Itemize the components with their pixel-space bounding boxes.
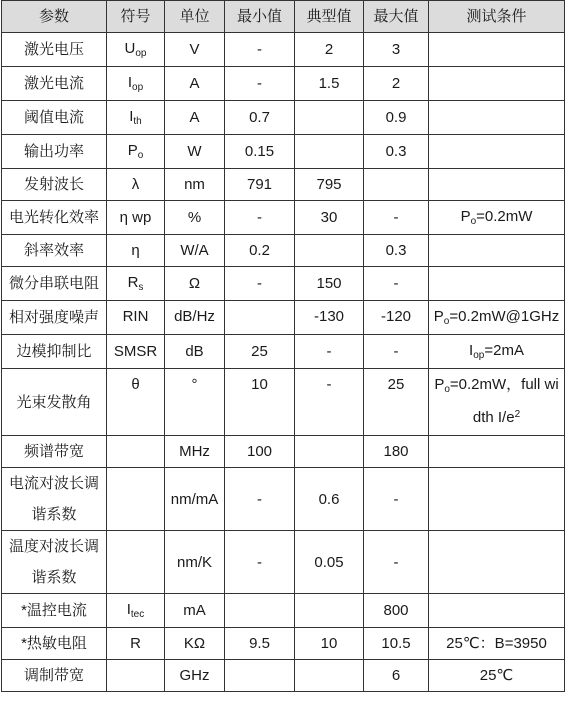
- symbol-cell: SMSR: [107, 335, 165, 369]
- table-row: [2, 335, 565, 369]
- table-row: [2, 301, 565, 335]
- table-row: [2, 135, 565, 169]
- param-cell: 相对强度噪声: [2, 301, 107, 335]
- table-row: [2, 33, 565, 67]
- condition-cell: [429, 33, 565, 67]
- table-row: [2, 436, 565, 468]
- condition-cell: [429, 169, 565, 201]
- max-cell: -: [364, 267, 429, 301]
- symbol-cell: RIN: [107, 301, 165, 335]
- table-row: [2, 628, 565, 660]
- header-param: 参数: [2, 1, 107, 33]
- max-cell: 180: [364, 436, 429, 468]
- condition-cell: 25℃：B=3950: [429, 628, 565, 660]
- typ-cell: 30: [295, 201, 364, 235]
- spec-table: [1, 0, 565, 692]
- condition-cell: $P_o=0.2mW@1GHz$: [429, 301, 565, 335]
- param-cell: 温度对波长调谐系数: [2, 531, 107, 594]
- max-cell: [364, 169, 429, 201]
- typ-cell: [295, 101, 364, 135]
- table-row: [2, 201, 565, 235]
- condition-cell: $I_{op}=2mA$: [429, 335, 565, 369]
- table-row: [2, 660, 565, 692]
- min-cell: 0.15: [225, 135, 295, 169]
- typ-cell: 10: [295, 628, 364, 660]
- symbol-cell: [107, 531, 165, 594]
- condition-cell: 25℃: [429, 660, 565, 692]
- max-cell: -: [364, 201, 429, 235]
- min-cell: -: [225, 531, 295, 594]
- max-cell: 3: [364, 33, 429, 67]
- condition-cell: [429, 235, 565, 267]
- min-cell: 100: [225, 436, 295, 468]
- max-cell: 2: [364, 67, 429, 101]
- max-cell: 0.3: [364, 235, 429, 267]
- table-row: [2, 67, 565, 101]
- condition-cell: [429, 67, 565, 101]
- symbol-cell: $I_{th}$: [107, 101, 165, 135]
- typ-cell: 0.05: [295, 531, 364, 594]
- unit-cell: KΩ: [165, 628, 225, 660]
- table-row: [2, 235, 565, 267]
- table-row: [2, 267, 565, 301]
- typ-cell: [295, 660, 364, 692]
- param-cell: 微分串联电阻: [2, 267, 107, 301]
- typ-cell: [295, 436, 364, 468]
- typ-cell: 2: [295, 33, 364, 67]
- symbol-cell: $U_{op}$: [107, 33, 165, 67]
- unit-cell: mA: [165, 594, 225, 628]
- header-min: 最小值: [225, 1, 295, 33]
- typ-cell: 0.6: [295, 468, 364, 531]
- max-cell: 0.3: [364, 135, 429, 169]
- max-cell: -120: [364, 301, 429, 335]
- symbol-cell: $R_s$: [107, 267, 165, 301]
- param-cell: 阈值电流: [2, 101, 107, 135]
- unit-cell: W/A: [165, 235, 225, 267]
- header-row: [2, 1, 565, 33]
- table-row: [2, 468, 565, 531]
- typ-cell: 795: [295, 169, 364, 201]
- unit-cell: GHz: [165, 660, 225, 692]
- unit-cell: %: [165, 201, 225, 235]
- unit-cell: dB: [165, 335, 225, 369]
- param-cell: 激光电压: [2, 33, 107, 67]
- symbol-cell: θ: [107, 369, 165, 436]
- condition-cell: [429, 531, 565, 594]
- header-unit: 单位: [165, 1, 225, 33]
- param-cell: *热敏电阻: [2, 628, 107, 660]
- min-cell: -: [225, 67, 295, 101]
- max-cell: 10.5: [364, 628, 429, 660]
- typ-cell: -: [295, 369, 364, 436]
- unit-cell: nm/K: [165, 531, 225, 594]
- header-typ: 典型值: [295, 1, 364, 33]
- typ-cell: [295, 594, 364, 628]
- unit-cell: nm: [165, 169, 225, 201]
- param-cell: 输出功率: [2, 135, 107, 169]
- param-cell: 电流对波长调谐系数: [2, 468, 107, 531]
- max-cell: 0.9: [364, 101, 429, 135]
- max-cell: 6: [364, 660, 429, 692]
- unit-cell: W: [165, 135, 225, 169]
- typ-cell: [295, 135, 364, 169]
- unit-cell: nm/mA: [165, 468, 225, 531]
- table-row: [2, 101, 565, 135]
- param-cell: 频谱带宽: [2, 436, 107, 468]
- symbol-cell: $P_o$: [107, 135, 165, 169]
- min-cell: -: [225, 201, 295, 235]
- condition-cell: $P_o=0.2mW$，full width $I/e^2$: [429, 369, 565, 436]
- min-cell: -: [225, 33, 295, 67]
- max-cell: 25: [364, 369, 429, 436]
- param-cell: 调制带宽: [2, 660, 107, 692]
- symbol-cell: R: [107, 628, 165, 660]
- min-cell: 0.2: [225, 235, 295, 267]
- condition-cell: [429, 594, 565, 628]
- header-condition: 测试条件: [429, 1, 565, 33]
- param-cell: *温控电流: [2, 594, 107, 628]
- typ-cell: 1.5: [295, 67, 364, 101]
- min-cell: 25: [225, 335, 295, 369]
- table-row: [2, 369, 565, 436]
- symbol-cell: $I_{tec}$: [107, 594, 165, 628]
- symbol-cell: [107, 468, 165, 531]
- min-cell: [225, 594, 295, 628]
- condition-cell: [429, 468, 565, 531]
- symbol-cell: η: [107, 235, 165, 267]
- header-max: 最大值: [364, 1, 429, 33]
- min-cell: -: [225, 468, 295, 531]
- param-cell: 边模抑制比: [2, 335, 107, 369]
- typ-cell: 150: [295, 267, 364, 301]
- unit-cell: V: [165, 33, 225, 67]
- condition-cell: [429, 267, 565, 301]
- min-cell: -: [225, 267, 295, 301]
- max-cell: 800: [364, 594, 429, 628]
- unit-cell: A: [165, 101, 225, 135]
- param-cell: 光束发散角: [2, 369, 107, 436]
- max-cell: -: [364, 468, 429, 531]
- symbol-cell: λ: [107, 169, 165, 201]
- symbol-cell: η wp: [107, 201, 165, 235]
- min-cell: [225, 301, 295, 335]
- param-cell: 电光转化效率: [2, 201, 107, 235]
- max-cell: -: [364, 335, 429, 369]
- unit-cell: °: [165, 369, 225, 436]
- condition-cell: [429, 436, 565, 468]
- max-cell: -: [364, 531, 429, 594]
- min-cell: 9.5: [225, 628, 295, 660]
- param-cell: 激光电流: [2, 67, 107, 101]
- unit-cell: dB/Hz: [165, 301, 225, 335]
- condition-cell: [429, 101, 565, 135]
- param-cell: 斜率效率: [2, 235, 107, 267]
- header-symbol: 符号: [107, 1, 165, 33]
- symbol-cell: [107, 660, 165, 692]
- table-row: [2, 531, 565, 594]
- symbol-cell: $I_{op}$: [107, 67, 165, 101]
- unit-cell: A: [165, 67, 225, 101]
- symbol-cell: [107, 436, 165, 468]
- min-cell: 791: [225, 169, 295, 201]
- table-row: [2, 594, 565, 628]
- condition-cell: [429, 135, 565, 169]
- param-cell: 发射波长: [2, 169, 107, 201]
- min-cell: [225, 660, 295, 692]
- unit-cell: MHz: [165, 436, 225, 468]
- typ-cell: -130: [295, 301, 364, 335]
- typ-cell: [295, 235, 364, 267]
- table-row: [2, 169, 565, 201]
- min-cell: 0.7: [225, 101, 295, 135]
- min-cell: 10: [225, 369, 295, 436]
- unit-cell: Ω: [165, 267, 225, 301]
- typ-cell: -: [295, 335, 364, 369]
- condition-cell: $P_o=0.2mW$: [429, 201, 565, 235]
